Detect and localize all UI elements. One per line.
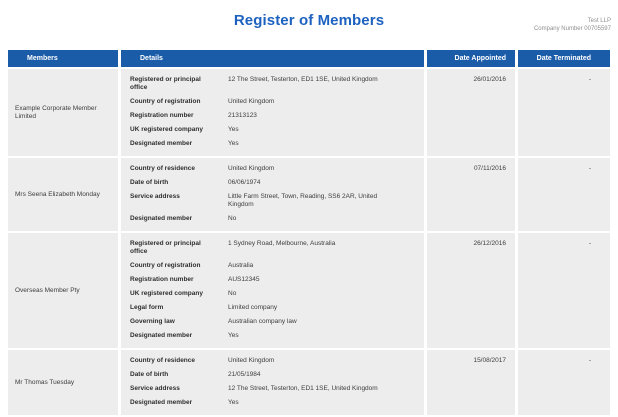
detail-row	[130, 179, 420, 187]
detail-label: Legal form	[130, 304, 164, 311]
detail-label: Country of residence	[130, 165, 196, 172]
detail-label: Service address	[130, 385, 180, 392]
detail-label: Designated member	[130, 215, 193, 222]
member-row	[8, 350, 610, 415]
detail-row	[130, 193, 420, 209]
table-header-row	[8, 50, 610, 67]
company-name: Test LLP	[587, 18, 611, 24]
detail-value: 21313123	[228, 112, 257, 119]
member-row	[8, 233, 610, 348]
date-appointed: 26/01/2016	[427, 69, 515, 156]
detail-value: Australia	[228, 262, 254, 269]
member-row	[8, 69, 610, 156]
detail-label: Country of registration	[130, 262, 201, 269]
detail-label: Country of residence	[130, 357, 196, 364]
detail-label: Designated member	[130, 140, 193, 147]
column-header-date-appointed: Date Appointed	[427, 50, 515, 67]
details-list	[121, 350, 424, 415]
column-header-details: Details	[121, 50, 424, 67]
date-terminated: -	[518, 69, 610, 156]
detail-label: Date of birth	[130, 179, 169, 186]
detail-row	[130, 357, 420, 365]
member-name: Example Corporate Member Limited	[8, 69, 118, 156]
member-name: Mrs Seena Elizabeth Monday	[8, 158, 118, 231]
details-list	[121, 233, 424, 348]
detail-value: 1 Sydney Road, Melbourne, Australia	[228, 240, 336, 247]
company-number: Company Number 00705597	[533, 25, 611, 32]
detail-row	[130, 290, 420, 298]
detail-row	[130, 304, 420, 312]
detail-label: Registered or principal office	[130, 240, 201, 255]
detail-value: 21/05/1984	[228, 371, 261, 378]
detail-label: Designated member	[130, 332, 193, 339]
detail-label: Governing law	[130, 318, 175, 325]
date-terminated: -	[518, 350, 610, 415]
detail-row	[130, 318, 420, 326]
page-title: Register of Members	[233, 12, 385, 29]
detail-row	[130, 371, 420, 379]
detail-row	[130, 240, 420, 256]
members-table	[5, 48, 613, 417]
detail-row	[130, 262, 420, 270]
column-header-members: Members	[8, 50, 118, 67]
detail-value: United Kingdom	[228, 165, 275, 172]
detail-label: Registered or principal office	[130, 76, 201, 91]
detail-label: Country of registration	[130, 98, 201, 105]
detail-label: Registration number	[130, 276, 194, 283]
detail-label: Designated member	[130, 399, 193, 406]
date-appointed: 07/11/2016	[427, 158, 515, 231]
detail-value: Yes	[228, 126, 239, 133]
detail-label: UK registered company	[130, 126, 203, 133]
company-info	[534, 18, 611, 33]
detail-value: 06/06/1974	[228, 179, 261, 186]
detail-row	[130, 276, 420, 284]
date-appointed: 26/12/2016	[427, 233, 515, 348]
detail-label: Date of birth	[130, 371, 169, 378]
detail-row	[130, 76, 420, 92]
page-header	[0, 0, 618, 48]
column-header-date-terminated: Date Terminated	[518, 50, 610, 67]
detail-value: United Kingdom	[228, 357, 275, 364]
detail-row	[130, 112, 420, 120]
date-terminated: -	[518, 233, 610, 348]
date-terminated: -	[518, 158, 610, 231]
detail-row	[130, 98, 420, 106]
detail-row	[130, 140, 420, 148]
detail-row	[130, 399, 420, 407]
detail-value: 12 The Street, Testerton, ED1 1SE, United Kingdom	[228, 385, 378, 392]
details-list	[121, 69, 424, 156]
detail-row	[130, 126, 420, 134]
detail-value: Yes	[228, 399, 239, 406]
date-appointed: 15/08/2017	[427, 350, 515, 415]
detail-value: 12 The Street, Testerton, ED1 1SE, United Kingdom	[228, 76, 378, 83]
detail-label: UK registered company	[130, 290, 203, 297]
detail-value: Little Farm Street, Town, Reading, SS6 2AR, United Kingdom	[228, 193, 378, 208]
detail-value: United Kingdom	[228, 98, 275, 105]
member-row	[8, 158, 610, 231]
detail-value: Yes	[228, 332, 239, 339]
detail-value: AUS12345	[228, 276, 260, 283]
detail-row	[130, 165, 420, 173]
detail-value: No	[228, 215, 237, 222]
detail-label: Service address	[130, 193, 180, 200]
member-name: Mr Thomas Tuesday	[8, 350, 118, 415]
details-list	[121, 158, 424, 231]
detail-value: Yes	[228, 140, 239, 147]
detail-value: No	[228, 290, 237, 297]
detail-label: Registration number	[130, 112, 194, 119]
detail-value: Limited company	[228, 304, 278, 311]
detail-value: Australian company law	[228, 318, 297, 325]
detail-row	[130, 215, 420, 223]
detail-row	[130, 332, 420, 340]
detail-row	[130, 385, 420, 393]
member-name: Overseas Member Pty	[8, 233, 118, 348]
members-table-body	[8, 69, 610, 415]
